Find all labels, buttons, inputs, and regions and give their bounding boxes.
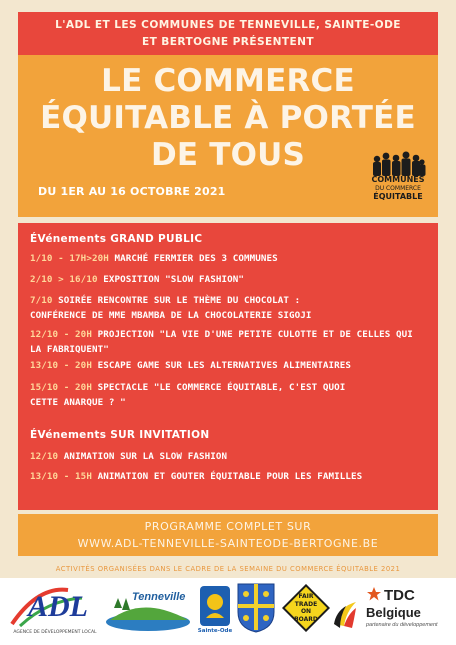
event-text: ANIMATION SUR LA SLOW FASHION xyxy=(58,451,228,462)
public-events-heading: ÉVénements GRAND PUBLIC xyxy=(30,233,203,245)
bertogne-crest xyxy=(236,582,276,634)
event-text: MARCHÉ FERMIER DES 3 COMMUNES xyxy=(108,253,278,264)
event-date: 15/10 - 20H xyxy=(30,382,92,393)
tdc-subtitle: partenaire du développement xyxy=(366,622,438,628)
presenters-line-2: ET BERTOGNE PRÉSENTENT xyxy=(141,36,315,48)
title-line-2: ÉQUITABLE À PORTÉE xyxy=(40,100,416,136)
event-date: 2/10 > 16/10 xyxy=(30,274,98,285)
event-date: 1/10 - 17H>20H xyxy=(30,253,109,264)
tenneville-wordmark: Tenneville xyxy=(132,591,186,603)
fair-trade-word-1: FAIR xyxy=(298,593,314,600)
event-text-continued: CONFÉRENCE DE MME MBAMBA DE LA CHOCOLATERIE SIGOJI xyxy=(30,310,312,321)
footnote: ACTIVITÉS ORGANISÉES DANS LE CADRE DE LA SEMAINE DU COMMERCE ÉQUITABLE 2021 xyxy=(55,565,401,573)
event-text: ANIMATION ET GOUTER ÉQUITABLE POUR LES FAMILLES xyxy=(91,471,363,482)
presenters-line-1: L'ADL ET LES COMMUNES DE TENNEVILLE, SAINTE-ODE xyxy=(55,19,401,31)
fair-trade-word-4: BOARD xyxy=(294,615,318,623)
event-text-continued: CETTE ANARQUE ? " xyxy=(30,397,126,408)
hero-block xyxy=(18,55,438,217)
flag-swoosh-icon xyxy=(332,598,358,630)
event-date: 13/10 - 20H xyxy=(30,360,92,371)
fair-trade-word-2: TRADE xyxy=(294,600,318,608)
event-item xyxy=(30,449,430,464)
cce-logo-line-1: COMMUNES xyxy=(371,175,425,184)
sainte-ode-crest-icon xyxy=(198,584,232,628)
people-silhouette-icon xyxy=(370,150,426,176)
cce-logo-line-3: ÉQUITABLE xyxy=(373,192,423,201)
event-text: SOIRÉE RENCONTRE SUR LE THÈME DU CHOCOLAT : xyxy=(52,295,301,306)
event-date: 7/10 xyxy=(30,295,53,306)
invite-events-heading: ÉVénements SUR INVITATION xyxy=(30,429,210,441)
program-banner xyxy=(18,514,438,556)
event-item xyxy=(30,293,430,323)
sainte-ode-label: Sainte-Ode xyxy=(197,628,233,634)
presenters-banner xyxy=(18,12,438,55)
belgian-flag-swoosh xyxy=(332,598,358,630)
fair-trade-text xyxy=(282,593,330,623)
tdc-country: Belgique xyxy=(366,605,421,620)
title-line-1: LE COMMERCE xyxy=(101,63,355,99)
tenneville-logo xyxy=(104,588,192,638)
tdc-belgique-logo xyxy=(362,584,452,640)
sainte-ode-logo xyxy=(198,584,232,640)
events-panel xyxy=(18,223,438,510)
event-date: 13/10 - 15H xyxy=(30,471,92,482)
fair-trade-word-3: ON xyxy=(300,608,312,615)
tdc-star-icon xyxy=(366,586,382,602)
cce-logo-line-2: DU COMMERCE xyxy=(375,185,421,192)
partner-logos xyxy=(0,578,456,645)
event-item xyxy=(30,272,430,287)
bertogne-shield-icon xyxy=(236,582,276,634)
event-text: SPECTACLE "LE COMMERCE ÉQUITABLE, C'EST QUOI xyxy=(91,382,346,393)
program-url-link[interactable]: WWW.ADL-TENNEVILLE-SAINTEODE-BERTOGNE.BE xyxy=(77,537,379,550)
event-item xyxy=(30,469,430,484)
event-date: 12/10 - 20H xyxy=(30,329,92,340)
tdc-wordmark: TDC xyxy=(384,587,415,604)
adl-subtitle: AGENCE DE DÉVELOPPEMENT LOCAL xyxy=(13,630,97,635)
event-text: ESCAPE GAME SUR LES ALTERNATIVES ALIMENTAIRES xyxy=(91,360,351,371)
event-text-continued: LA FABRIQUENT" xyxy=(30,344,109,355)
fair-trade-on-board-logo xyxy=(282,584,330,632)
title-line-3: DE TOUS xyxy=(150,137,306,173)
event-text: EXPOSITION "SLOW FASHION" xyxy=(97,274,244,285)
adl-wordmark: ADL xyxy=(28,590,88,623)
event-item xyxy=(30,327,430,357)
program-label: PROGRAMME COMPLET SUR xyxy=(144,520,312,533)
event-item xyxy=(30,358,430,373)
event-text: PROJECTION "LA VIE D'UNE PETITE CULOTTE ET DE CELLES QUI xyxy=(91,329,413,340)
event-dates: DU 1ER AU 16 OCTOBRE 2021 xyxy=(38,185,226,198)
adl-logo xyxy=(8,584,102,639)
event-item xyxy=(30,380,430,410)
event-date: 12/10 xyxy=(30,451,59,462)
communes-commerce-equitable-logo xyxy=(370,150,426,210)
event-item xyxy=(30,251,430,266)
